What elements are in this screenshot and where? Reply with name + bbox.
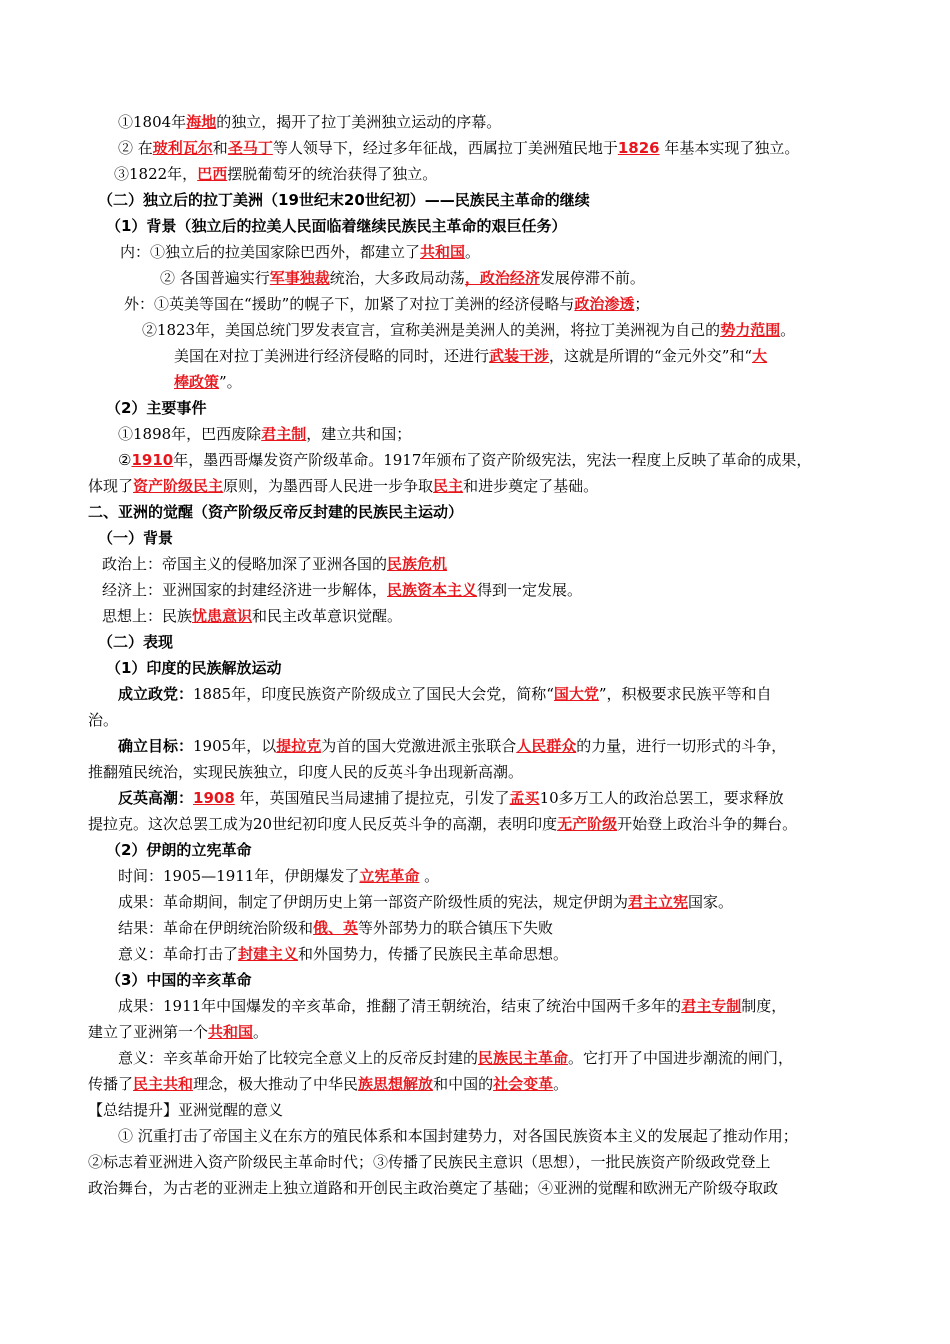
body-text: 。 [553,1075,569,1093]
body-text: 意义：革命打击了 [118,945,239,963]
key-term: 民主 [433,477,464,495]
text-line [88,369,873,395]
key-term: 圣马丁 [227,139,273,157]
body-text: 。它打开了中国进步潮流的闸门， [568,1049,794,1067]
body-text: 摆脱葡萄牙的统治获得了独立。 [227,165,438,183]
text-line [88,967,873,993]
body-text: 【总结提升】亚洲觉醒的意义 [88,1101,284,1119]
key-term: 提拉克 [276,737,322,755]
text-line [88,551,873,577]
key-term: 国大党 [553,685,599,703]
body-text: ； [634,295,650,313]
body-text: 的力量，进行一切形式的斗争， [576,737,787,755]
body-text: 政治舞台，为古老的亚洲走上独立道路和开创民主政治奠定了基础；④亚洲的觉醒和欧洲无产阶级夺取政 [88,1179,779,1197]
key-term: 无产阶级 [557,815,618,833]
key-term: 棒政策 [174,373,220,391]
text-line [88,239,873,265]
body-text: 年，英国殖民当局逮捕了提拉克，引发了 [234,789,510,807]
document-body [88,109,873,1201]
body-text: 成果：1911年中国爆发的辛亥革命，推翻了清王朝统治，结束了统治中国两千多年的 [118,997,682,1015]
text-line [88,447,873,473]
text-line [88,473,873,499]
text-line [88,109,873,135]
body-text: 结果：革命在伊朗统治阶级和 [118,919,314,937]
key-term: 大 [752,347,768,365]
body-text: 和中国的 [433,1075,494,1093]
text-line [88,1097,873,1123]
body-text: 和民主改革意识觉醒。 [252,607,403,625]
text-line [88,1045,873,1071]
body-text: 和进步奠定了基础。 [463,477,599,495]
key-term: 君主立宪 [628,893,689,911]
body-text: ② [118,451,132,469]
body-text: ② 在 [118,139,153,157]
body-text: ②标志着亚洲进入资产阶级民主革命时代；③传播了民族民主意识（思想），一批民族资产阶级政党登上 [88,1153,771,1171]
body-text: 得到一定发展。 [477,581,583,599]
text-line [88,577,873,603]
key-term: 1826 [617,139,660,157]
body-text: 提拉克。这次总罢工成为20世纪初印度人民反英斗争的高潮，表明印度 [88,815,558,833]
key-term: 势力范围 [720,321,781,339]
text-line [88,421,873,447]
key-term: 共和国 [208,1023,254,1041]
text-line [88,161,873,187]
text-line [88,1123,873,1149]
text-line [88,265,873,291]
body-text: ②1823年，美国总统门罗发表宣言，宣称美洲是美洲人的美洲，将拉丁美洲视为自己的 [142,321,721,339]
body-text: ”，积极要求民族平等和自 [598,685,772,703]
body-text: ，建立共和国； [306,425,412,443]
text-line [88,733,873,759]
heading-text: （一）背景 [98,529,174,547]
body-text: 治。 [88,711,119,729]
body-text: 推翻殖民统治，实现民族独立，印度人民的反英斗争出现新高潮。 [88,763,524,781]
body-text: 年基本实现了独立。 [659,139,800,157]
key-term: 1910 [131,451,174,469]
heading-text: （1）印度的民族解放运动 [106,659,282,677]
heading-text: （1）背景（独立后的拉美人民面临着继续民族民主革命的艰巨任务） [106,217,567,235]
body-text: ① 沉重打击了帝国主义在东方的殖民体系和本国封建势力，对各国民族资本主义的发展起了推动作用； [118,1127,798,1145]
body-text: ③1822年， [114,165,198,183]
text-line [88,707,873,733]
key-term: 君主制 [261,425,307,443]
heading-text: 反英高潮： [118,789,194,807]
body-text: 外：①英美等国在“援助”的幌子下，加紧了对拉丁美洲的经济侵略与 [124,295,575,313]
text-line [88,993,873,1019]
key-term: 人民群众 [516,737,577,755]
key-term: 民族民主革命 [478,1049,569,1067]
body-text: 开始登上政治斗争的舞台。 [617,815,798,833]
body-text: 国家。 [688,893,734,911]
key-term: 社会变革 [493,1075,554,1093]
body-text: 时间：1905—1911年，伊朗爆发了 [118,867,360,885]
text-line [88,837,873,863]
body-text: 制度， [741,997,787,1015]
body-text: 的独立，揭开了拉丁美洲独立运动的序幕。 [216,113,502,131]
text-line [88,1071,873,1097]
text-line [88,1019,873,1045]
body-text: 10多万工人的政治总罢工，要求释放 [539,789,784,807]
body-text: 政治上：帝国主义的侵略加深了亚洲各国的 [102,555,388,573]
key-term: 民主共和 [133,1075,194,1093]
body-text: 和 [212,139,228,157]
body-text: 。 [465,243,481,261]
text-line [88,889,873,915]
heading-text: （二）表现 [98,633,174,651]
body-text: 内：①独立后的拉美国家除巴西外，都建立了 [120,243,421,261]
text-line [88,187,873,213]
text-line [88,603,873,629]
text-line [88,759,873,785]
body-text: 原则，为墨西哥人民进一步争取 [223,477,434,495]
body-text: ①1804年 [118,113,187,131]
text-line [88,1175,873,1201]
body-text: 理念，极大推动了中华民 [193,1075,359,1093]
heading-text: （二）独立后的拉丁美洲（19世纪末20世纪初）——民族民主革命的继续 [98,191,590,209]
body-text: ，这就是所谓的“金元外交”和“ [549,347,753,365]
key-term: 资产阶级民主 [133,477,224,495]
heading-text: （2）主要事件 [106,399,207,417]
key-term: ，政治经济 [464,269,540,287]
text-line [88,135,873,161]
text-line [88,213,873,239]
text-line [88,1149,873,1175]
body-text: 成果：革命期间，制定了伊朗历史上第一部资产阶级性质的宪法，规定伊朗为 [118,893,629,911]
text-line [88,499,873,525]
key-term: 君主专制 [681,997,742,1015]
body-text: 。 [253,1023,269,1041]
body-text: 。 [780,321,796,339]
body-text: 等人领导下，经过多年征战，西属拉丁美洲殖民地于 [272,139,618,157]
key-term: 玻利瓦尔 [152,139,213,157]
body-text: 和外国势力，传播了民族民主革命思想。 [298,945,569,963]
body-text: 统治，大多政局动荡 [329,269,465,287]
key-term: 政治渗透 [574,295,635,313]
body-text: 美国在对拉丁美洲进行经济侵略的同时，还进行 [174,347,490,365]
heading-text: 成立政党： [118,685,194,703]
key-term: 海地 [186,113,217,131]
body-text: 建立了亚洲第一个 [88,1023,209,1041]
body-text: 1885年，印度民族资产阶级成立了国民大会党，简称“ [193,685,554,703]
text-line [88,317,873,343]
body-text: ”。 [219,373,242,391]
body-text: 经济上：亚洲国家的封建经济进一步解体， [102,581,388,599]
body-text: 年，墨西哥爆发资产阶级革命。1917年颁布了资产阶级宪法，宪法一程度上反映了革命的成果， [173,451,812,469]
key-term: 武装干涉 [489,347,550,365]
key-term: 1908 [193,789,235,807]
text-line [88,785,873,811]
key-term: 俄、英 [313,919,359,937]
heading-text: （3）中国的辛亥革命 [106,971,252,989]
text-line [88,629,873,655]
text-line [88,811,873,837]
text-line [88,681,873,707]
key-term: 民族资本主义 [387,581,478,599]
body-text: 为首的国大党激进派主张联合 [321,737,517,755]
heading-text: 二、亚洲的觉醒（资产阶级反帝反封建的民族民主运动） [88,503,464,521]
key-term: 民族危机 [387,555,448,573]
text-line [88,525,873,551]
text-line [88,343,873,369]
body-text: 。 [419,867,440,885]
heading-text: （2）伊朗的立宪革命 [106,841,252,859]
text-line [88,395,873,421]
body-text: 体现了 [88,477,134,495]
text-line [88,941,873,967]
body-text: 1905年，以 [193,737,277,755]
key-term: 共和国 [420,243,466,261]
text-line [88,291,873,317]
heading-text: 确立目标： [118,737,194,755]
text-line [88,655,873,681]
key-term: 忧患意识 [192,607,253,625]
body-text: 思想上：民族 [102,607,193,625]
text-line [88,863,873,889]
body-text: ①1898年，巴西废除 [118,425,262,443]
key-term: 军事独裁 [269,269,330,287]
body-text: 意义：辛亥革命开始了比较完全意义上的反帝反封建的 [118,1049,479,1067]
key-term: 巴西 [197,165,228,183]
body-text: 传播了 [88,1075,134,1093]
body-text: 发展停滞不前。 [539,269,645,287]
body-text: 等外部势力的联合镇压下失败 [358,919,554,937]
key-term: 封建主义 [238,945,299,963]
text-line [88,915,873,941]
key-term: 立宪革命 [359,867,420,885]
body-text: ② 各国普遍实行 [160,269,270,287]
key-term: 族思想解放 [358,1075,434,1093]
key-term: 孟买 [509,789,540,807]
